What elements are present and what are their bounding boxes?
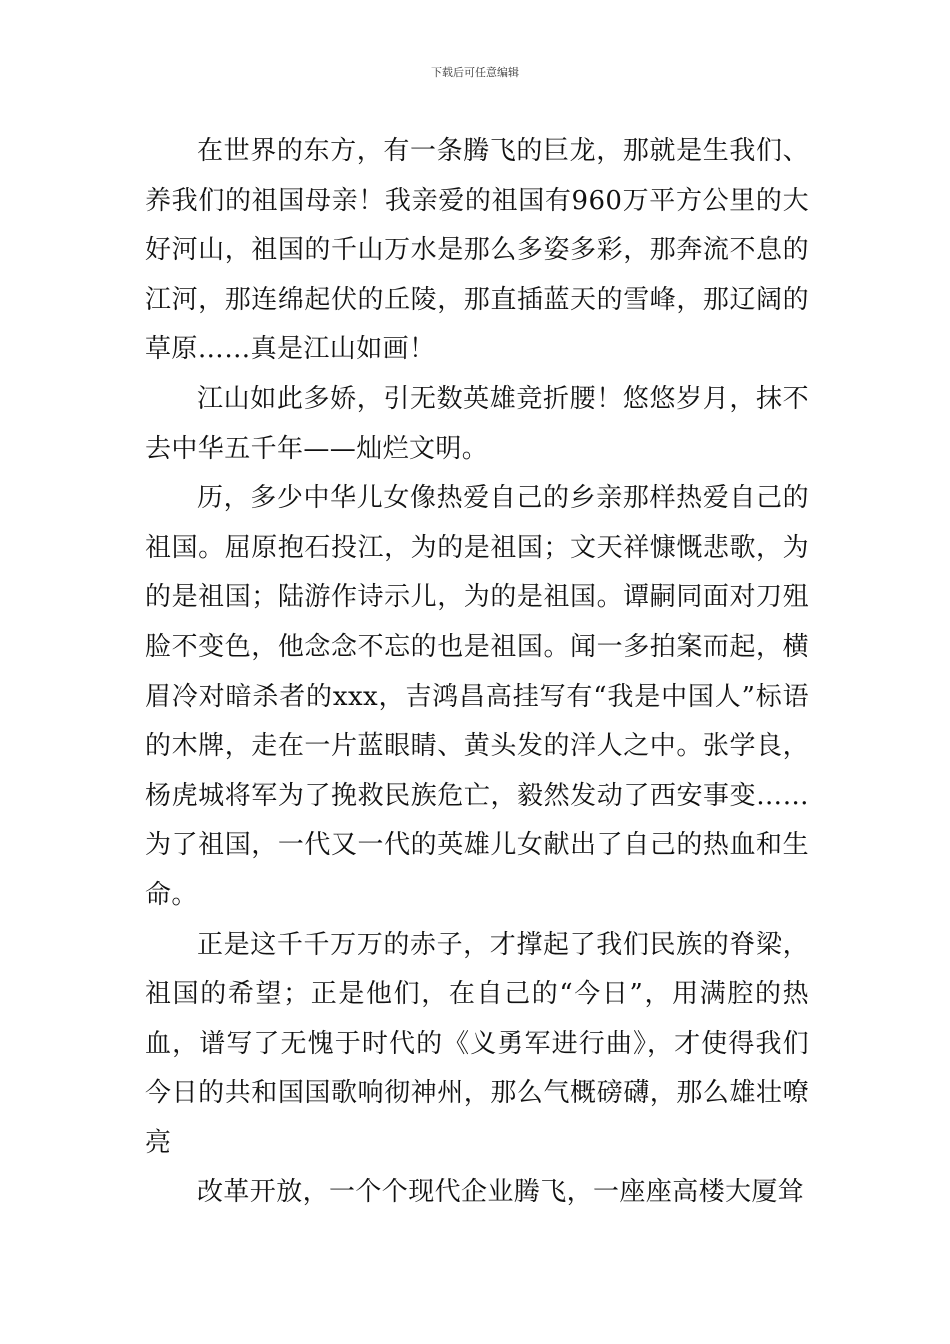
paragraph-5: 改革开放，一个个现代企业腾飞，一座座高楼大厦耸	[197, 1177, 805, 1208]
paragraph-2: 江山如此多娇，引无数英雄竞折腰！悠悠岁月，抹不去中华五千年——灿烂文明。	[145, 383, 809, 464]
page-header: 下载后可任意编辑	[431, 66, 519, 79]
document-body	[145, 127, 809, 1218]
paragraph-3: 历，多少中华儿女像热爱自己的乡亲那样热爱自己的祖国。屈原抱石投江，为的是祖国；文天祥慷慨悲歌，为的是祖国；陆游作诗示儿，为的是祖国。谭嗣同面对刀殂脸不变色，他念念不忘的也是祖国。闻一多拍案而起，横眉冷对暗杀者的xxx，吉鸿昌高挂写有“我是中国人”标语的木牌，走在一片蓝眼睛、黄头发的洋人之中。张学良，杨虎城将军为了挽救民族危亡，毅然发动了西安事变……为了祖国，一代又一代的英雄儿女献出了自己的热血和生命。	[145, 483, 809, 910]
paragraph-1: 在世界的东方，有一条腾飞的巨龙，那就是生我们、养我们的祖国母亲！我亲爱的祖国有960万平方公里的大好河山，祖国的千山万水是那么多姿多彩，那奔流不息的江河，那连绵起伏的丘陵，那直插蓝天的雪峰，那辽阔的草原……真是江山如画！	[145, 136, 809, 365]
paragraph-4: 正是这千千万万的赤子，才撑起了我们民族的脊梁，祖国的希望；正是他们，在自己的“今日”，用满腔的热血，谱写了无愧于时代的《义勇军进行曲》，才使得我们今日的共和国国歌响彻神州，那么气概磅礴，那么雄壮嘹亮	[145, 929, 809, 1158]
